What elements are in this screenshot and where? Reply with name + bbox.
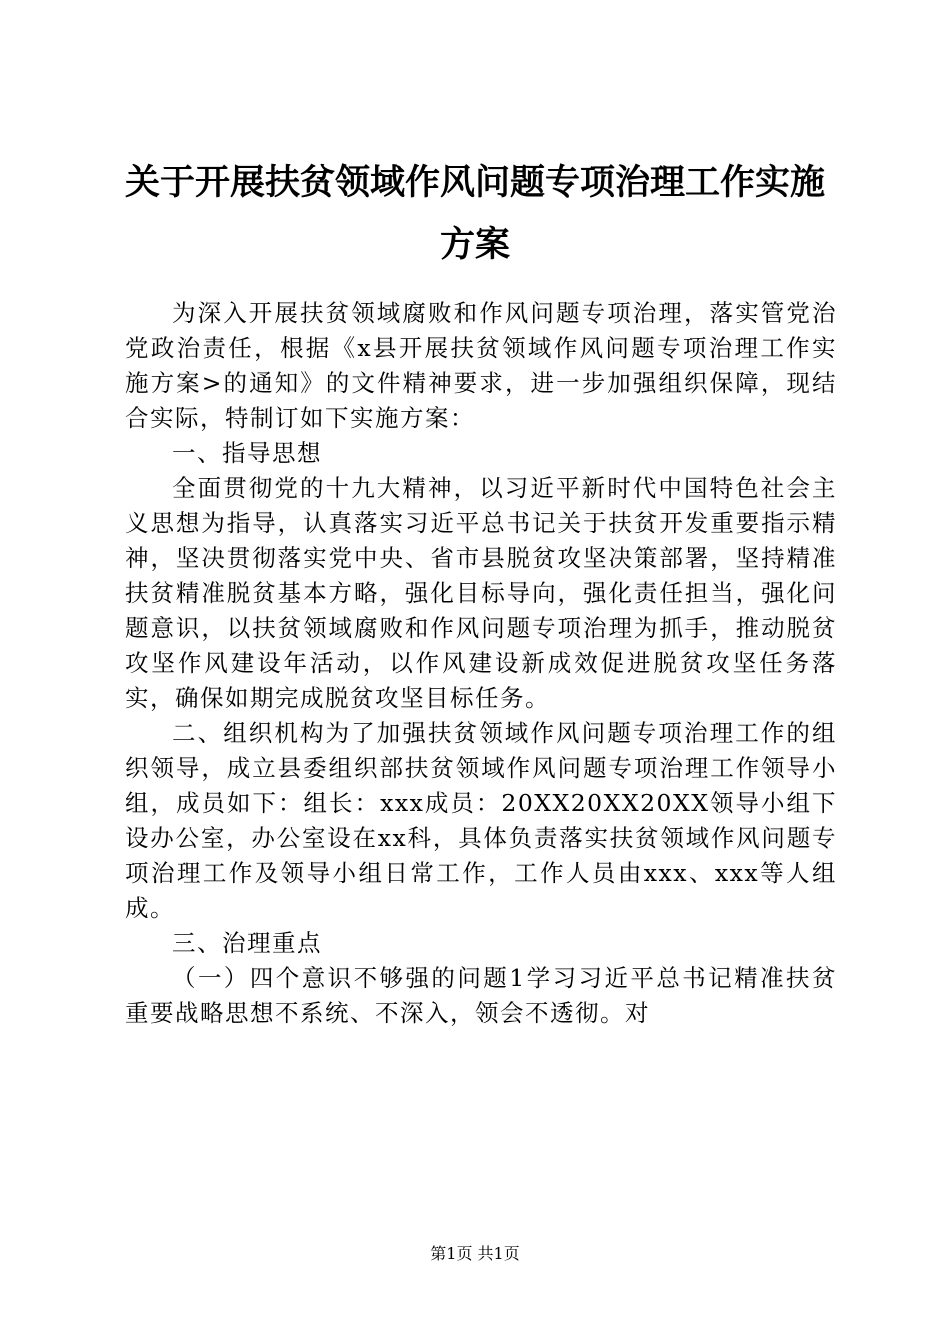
document-title-line-1: 关于开展扶贫领域作风问题专项治理工作实施 — [124, 163, 825, 203]
document-body — [125, 296, 837, 1031]
document-title-line-2: 方案 — [439, 225, 510, 265]
page-footer: 第1页 共1页 — [430, 1244, 520, 1263]
organization-paragraph: 二、组织机构为了加强扶贫领域作风问题专项治理工作的组织领导，成立县委组织部扶贫领域作风问题专项治理工作领导小组，成员如下：组长：xxx成员：20XX20XX20XX领导小组下设办公室，办公室设在xx科，具体负责落实扶贫领域作风问题专项治理工作及领导小组日常工作，工作人员由xxx、xxx等人组成。 — [125, 719, 837, 922]
key-points-paragraph: （一）四个意识不够强的问题1学习习近平总书记精准扶贫重要战略思想不系统、不深入，领会不透彻。对 — [125, 964, 837, 1027]
section-heading-guiding-thought: 一、指导思想 — [172, 439, 322, 467]
guiding-thought-paragraph: 全面贯彻党的十九大精神，以习近平新时代中国特色社会主义思想为指导，认真落实习近平总书记关于扶贫开发重要指示精神，坚决贯彻落实党中央、省市县脱贫攻坚决策部署，坚持精准扶贫精准脱贫基本方略，强化目标导向，强化责任担当，强化问题意识，以扶贫领域腐败和作风问题专项治理为抓手，推动脱贫攻坚作风建设年活动，以作风建设新成效促进脱贫攻坚任务落实，确保如期完成脱贫攻坚目标任务。 — [125, 474, 837, 712]
section-heading-key-points: 三、治理重点 — [172, 929, 322, 957]
intro-paragraph: 为深入开展扶贫领域腐败和作风问题专项治理，落实管党治党政治责任，根据《x县开展扶贫领域作风问题专项治理工作实施方案>的通知》的文件精神要求，进一步加强组织保障，现结合实际，特制订如下实施方案： — [125, 299, 837, 432]
